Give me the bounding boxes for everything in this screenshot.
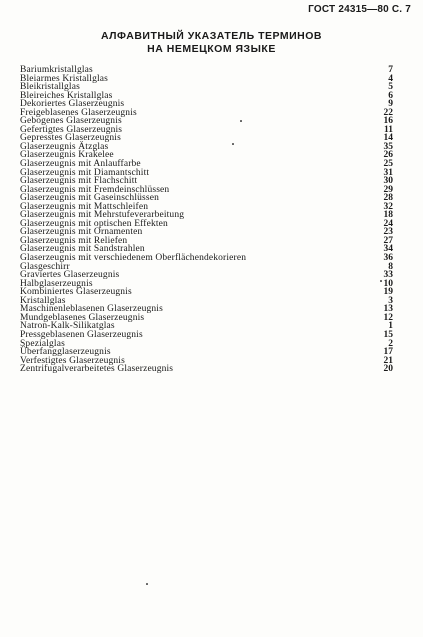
index-term: Kristallglas bbox=[20, 295, 66, 306]
scan-speck bbox=[380, 280, 382, 282]
index-term-number: 1 bbox=[388, 321, 393, 332]
index-term: Zentrifugalverarbeitetes Glaserzeugnis bbox=[20, 364, 174, 375]
index-term-number: 25 bbox=[383, 159, 393, 170]
index-term-number: 8 bbox=[388, 261, 393, 272]
index-term: Glaserzeugnis mit Anlauffarbe bbox=[20, 159, 141, 170]
index-term-number: 31 bbox=[383, 167, 393, 178]
index-term: Halbglaserzeugnis bbox=[20, 278, 93, 289]
term-index-list bbox=[20, 66, 393, 374]
page-header: ГОСТ 24315—80 С. 7 bbox=[308, 4, 411, 15]
index-title-line-2: НА НЕМЕЦКОМ ЯЗЫКЕ bbox=[147, 43, 276, 55]
index-entry bbox=[20, 331, 393, 340]
index-entry bbox=[20, 288, 393, 297]
index-title-line-1: АЛФАВИТНЫЙ УКАЗАТЕЛЬ ТЕРМИНОВ bbox=[100, 30, 323, 42]
index-term: Gefertigtes Glaserzeugnis bbox=[20, 124, 123, 135]
index-term: Glaserzeugnis mit Flachschitt bbox=[20, 176, 138, 187]
index-term-number: 10 bbox=[383, 278, 393, 289]
index-term: Glaserzeugnis mit optischen Effekten bbox=[20, 218, 168, 229]
index-term-number: 9 bbox=[388, 99, 393, 110]
index-term: Bleikristallglas bbox=[20, 82, 80, 93]
index-term-number: 19 bbox=[383, 287, 393, 298]
index-term: Mundgeblasenes Glaserzeugnis bbox=[20, 312, 145, 323]
index-term-number: 18 bbox=[383, 210, 393, 221]
index-term-number: 34 bbox=[383, 244, 393, 255]
index-title bbox=[0, 30, 423, 56]
index-term-number: 15 bbox=[383, 329, 393, 340]
index-term: Glaserzeugnis Ätzglas bbox=[20, 141, 109, 152]
index-term-number: 32 bbox=[383, 201, 393, 212]
index-term-number: 6 bbox=[388, 90, 393, 101]
index-term: Glaserzeugnis mit verschiedenem Oberflächendekorieren bbox=[20, 253, 247, 264]
index-term-number: 27 bbox=[383, 235, 393, 246]
index-term: Dekoriertes Glaserzeugnis bbox=[20, 99, 125, 110]
index-term-number: 3 bbox=[388, 295, 393, 306]
index-term: Glaserzeugnis mit Mattschleifen bbox=[20, 201, 149, 212]
index-term-number: 28 bbox=[383, 193, 393, 204]
index-term: Gepresstes Glaserzeugnis bbox=[20, 133, 121, 144]
index-term: Bleireiches Kristallglas bbox=[20, 90, 113, 101]
index-term-number: 4 bbox=[388, 73, 393, 84]
index-term: Glaserzeugnis mit Fremdeinschlüssen bbox=[20, 184, 170, 195]
index-term: Überfangglaserzeugnis bbox=[20, 347, 111, 358]
index-term: Glaserzeugnis mit Ornamenten bbox=[20, 227, 143, 238]
index-term: Freigeblasenes Glaserzeugnis bbox=[20, 107, 137, 118]
index-term-number: 2 bbox=[388, 338, 393, 349]
index-entry bbox=[20, 254, 393, 263]
index-term: Bariumkristallglas bbox=[20, 65, 93, 75]
index-term: Bleiarmes Kristallglas bbox=[20, 73, 108, 84]
index-term: Pressgeblasenen Glaserzeugnis bbox=[20, 329, 143, 340]
index-term: Glaserzeugnis mit Sandstrahlen bbox=[20, 244, 145, 255]
index-term-number: 13 bbox=[383, 304, 393, 315]
index-term-number: 29 bbox=[383, 184, 393, 195]
index-term: Glaserzeugnis mit Diamantschitt bbox=[20, 167, 150, 178]
index-entry bbox=[20, 365, 393, 374]
index-term-number: 12 bbox=[383, 312, 393, 323]
index-term-number: 16 bbox=[383, 116, 393, 127]
index-term: Kombiniertes Glaserzeugnis bbox=[20, 287, 132, 298]
index-term-number: 11 bbox=[384, 124, 393, 135]
index-term: Glaserzeugnis mit Gaseinschlüssen bbox=[20, 193, 159, 204]
index-term: Glasgeschirr bbox=[20, 261, 70, 272]
index-term-number: 21 bbox=[383, 355, 393, 366]
index-term-number: 35 bbox=[383, 141, 393, 152]
index-term-number: 17 bbox=[383, 347, 393, 358]
scan-speck bbox=[146, 583, 148, 585]
scan-speck bbox=[232, 143, 234, 145]
index-term: Glaserzeugnis mit Reliefen bbox=[20, 235, 128, 246]
index-term-number: 36 bbox=[383, 253, 393, 264]
index-term-number: 33 bbox=[383, 270, 393, 281]
index-term-number: 26 bbox=[383, 150, 393, 161]
index-term-number: 14 bbox=[383, 133, 393, 144]
index-term: Glaserzeugnis mit Mehrstufeverarbeitung bbox=[20, 210, 185, 221]
index-term: Natron-Kalk-Silikatglas bbox=[20, 321, 115, 332]
index-term-number: 20 bbox=[383, 364, 393, 375]
index-term-number: 22 bbox=[383, 107, 393, 118]
index-term-number: 7 bbox=[388, 65, 393, 75]
index-term: Glaserzeugnis Krakelee bbox=[20, 150, 114, 161]
index-term-number: 23 bbox=[383, 227, 393, 238]
index-term: Spezialglas bbox=[20, 338, 65, 349]
index-term-number: 30 bbox=[383, 176, 393, 187]
index-term: Verfestigtes Glaserzeugnis bbox=[20, 355, 125, 366]
index-term: Graviertes Glaserzeugnis bbox=[20, 270, 120, 281]
index-term: Maschinenleblasenen Glaserzeugnis bbox=[20, 304, 163, 315]
index-term-number: 24 bbox=[383, 218, 393, 229]
index-term-number: 5 bbox=[388, 82, 393, 93]
scan-speck bbox=[240, 120, 242, 122]
index-term: Gebogenes Glaserzeugnis bbox=[20, 116, 122, 127]
